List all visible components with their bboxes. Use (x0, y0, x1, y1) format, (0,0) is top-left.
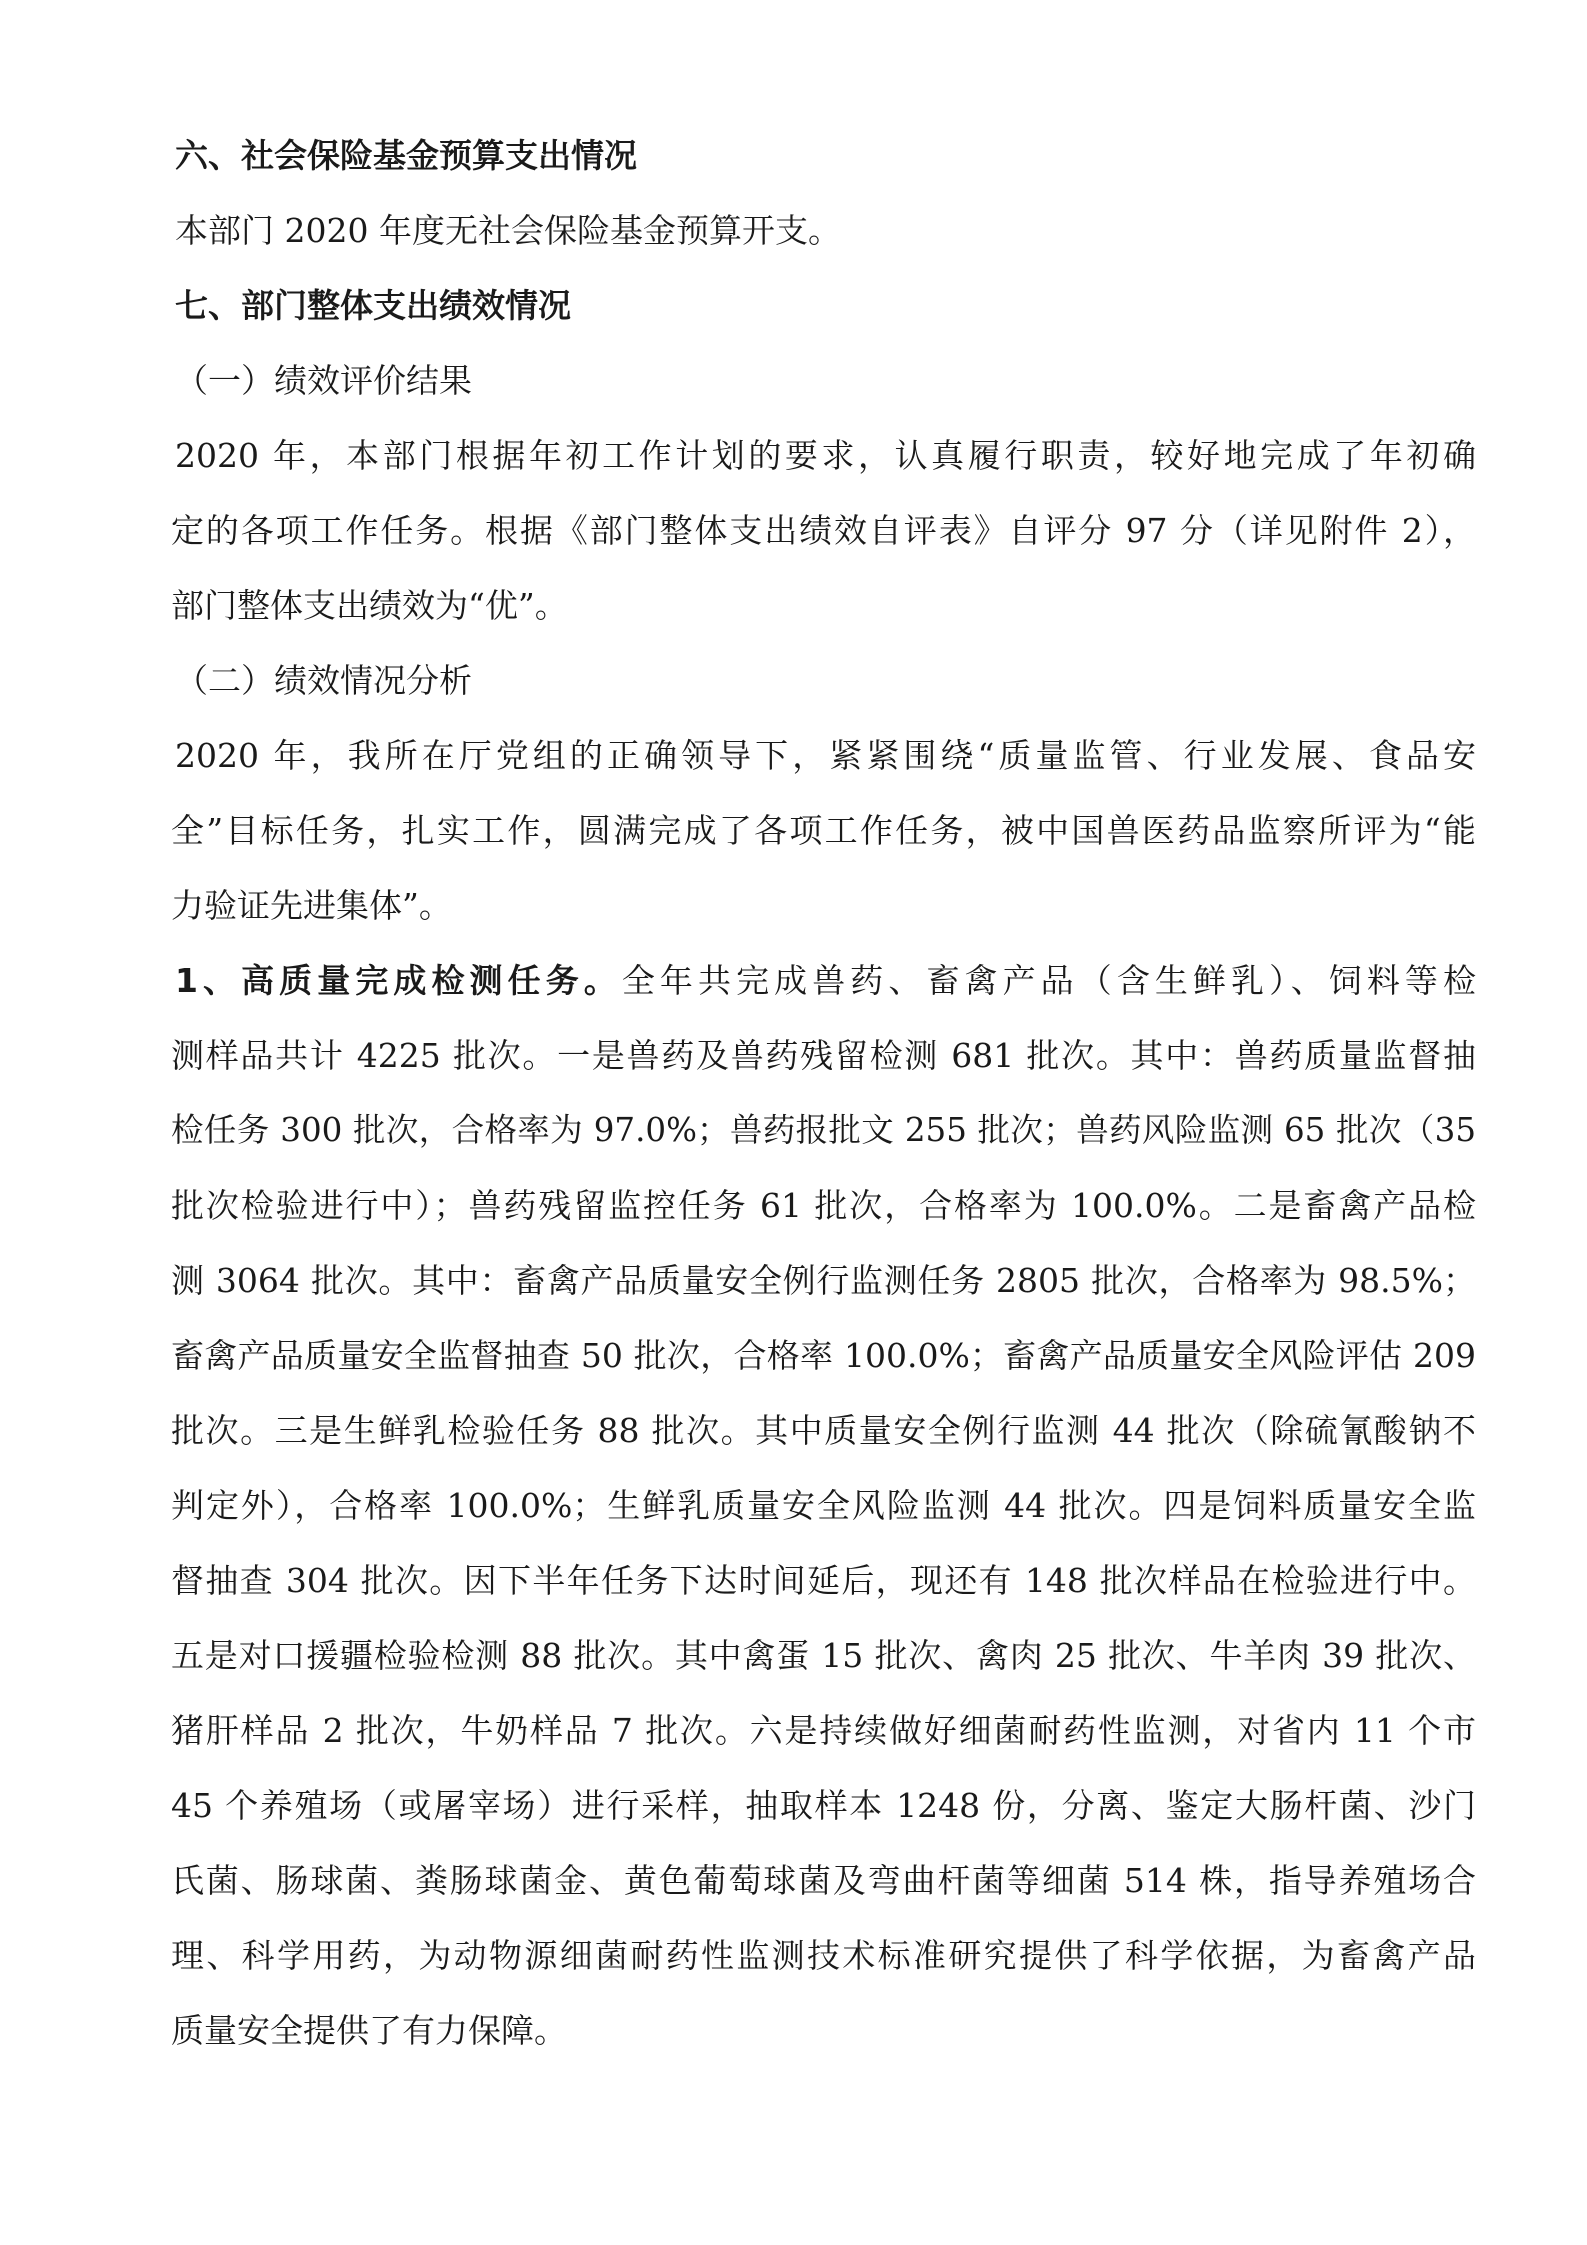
sub1-paragraph-line: 2020 年，本部门根据年初工作计划的要求，认真履行职责，较好地完成了年初确 (175, 436, 1476, 475)
item1-first-line (171, 943, 1476, 1018)
subsection1-heading: （一）绩效评价结果 (175, 361, 472, 400)
item1-line: 测样品共计 4225 批次。一是兽药及兽药残留检测 681 批次。其中：兽药质量监督抽 (171, 1036, 1476, 1075)
item1-last-line: 质量安全提供了有力保障。 (171, 2011, 567, 2050)
subsection2-heading: （二）绩效情况分析 (175, 661, 472, 700)
item1-line: 氏菌、肠球菌、粪肠球菌金、黄色葡萄球菌及弯曲杆菌等细菌 514 株，指导养殖场合 (171, 1861, 1476, 1900)
item1-lead: 1、高质量完成检测任务。 (175, 961, 622, 1000)
sub2-paragraph-line: 2020 年，我所在厅党组的正确领导下，紧紧围绕“质量监管、行业发展、食品安 (175, 736, 1476, 775)
item1-first-rest: 全年共完成兽药、畜禽产品（含生鲜乳）、饲料等检 (621, 961, 1476, 1000)
section6-heading: 六、社会保险基金预算支出情况 (175, 136, 637, 175)
item1-line: 判定外），合格率 100.0%；生鲜乳质量安全风险监测 44 批次。四是饲料质量安全监 (171, 1486, 1476, 1525)
item1-line: 测 3064 批次。其中：畜禽产品质量安全例行监测任务 2805 批次，合格率为 98.5%； (171, 1261, 1476, 1300)
item1-line: 理、科学用药，为动物源细菌耐药性监测技术标准研究提供了科学依据，为畜禽产品 (171, 1936, 1476, 1975)
section6-body: 本部门 2020 年度无社会保险基金预算开支。 (175, 211, 841, 250)
sub2-paragraph-line: 全”目标任务，扎实工作，圆满完成了各项工作任务，被中国兽医药品监察所评为“能 (171, 811, 1476, 850)
item1-line: 批次检验进行中）；兽药残留监控任务 61 批次，合格率为 100.0%。二是畜禽产品检 (171, 1186, 1476, 1225)
item1-line: 督抽查 304 批次。因下半年任务下达时间延后，现还有 148 批次样品在检验进行中。 (171, 1561, 1476, 1600)
section7-heading: 七、部门整体支出绩效情况 (175, 286, 571, 325)
item1-line: 猪肝样品 2 批次，牛奶样品 7 批次。六是持续做好细菌耐药性监测，对省内 11 个市 (171, 1711, 1476, 1750)
document-body (171, 118, 1476, 2068)
item1-line: 检任务 300 批次，合格率为 97.0%；兽药报批文 255 批次；兽药风险监测 65 批次（35 (171, 1111, 1476, 1149)
sub1-paragraph-line: 定的各项工作任务。根据《部门整体支出绩效自评表》自评分 97 分（详见附件 2）， (171, 511, 1476, 550)
item1-line: 畜禽产品质量安全监督抽查 50 批次，合格率 100.0%；畜禽产品质量安全风险评估 209 (171, 1336, 1476, 1375)
item1-line: 45 个养殖场（或屠宰场）进行采样，抽取样本 1248 份，分离、鉴定大肠杆菌、沙门 (171, 1786, 1476, 1825)
sub2-paragraph-line: 力验证先进集体”。 (171, 886, 452, 925)
item1-line: 批次。三是生鲜乳检验任务 88 批次。其中质量安全例行监测 44 批次（除硫氰酸钠不 (171, 1411, 1476, 1450)
item1-line: 五是对口援疆检验检测 88 批次。其中禽蛋 15 批次、禽肉 25 批次、牛羊肉 39 批次、 (171, 1636, 1476, 1675)
sub1-paragraph-line: 部门整体支出绩效为“优”。 (171, 586, 568, 625)
